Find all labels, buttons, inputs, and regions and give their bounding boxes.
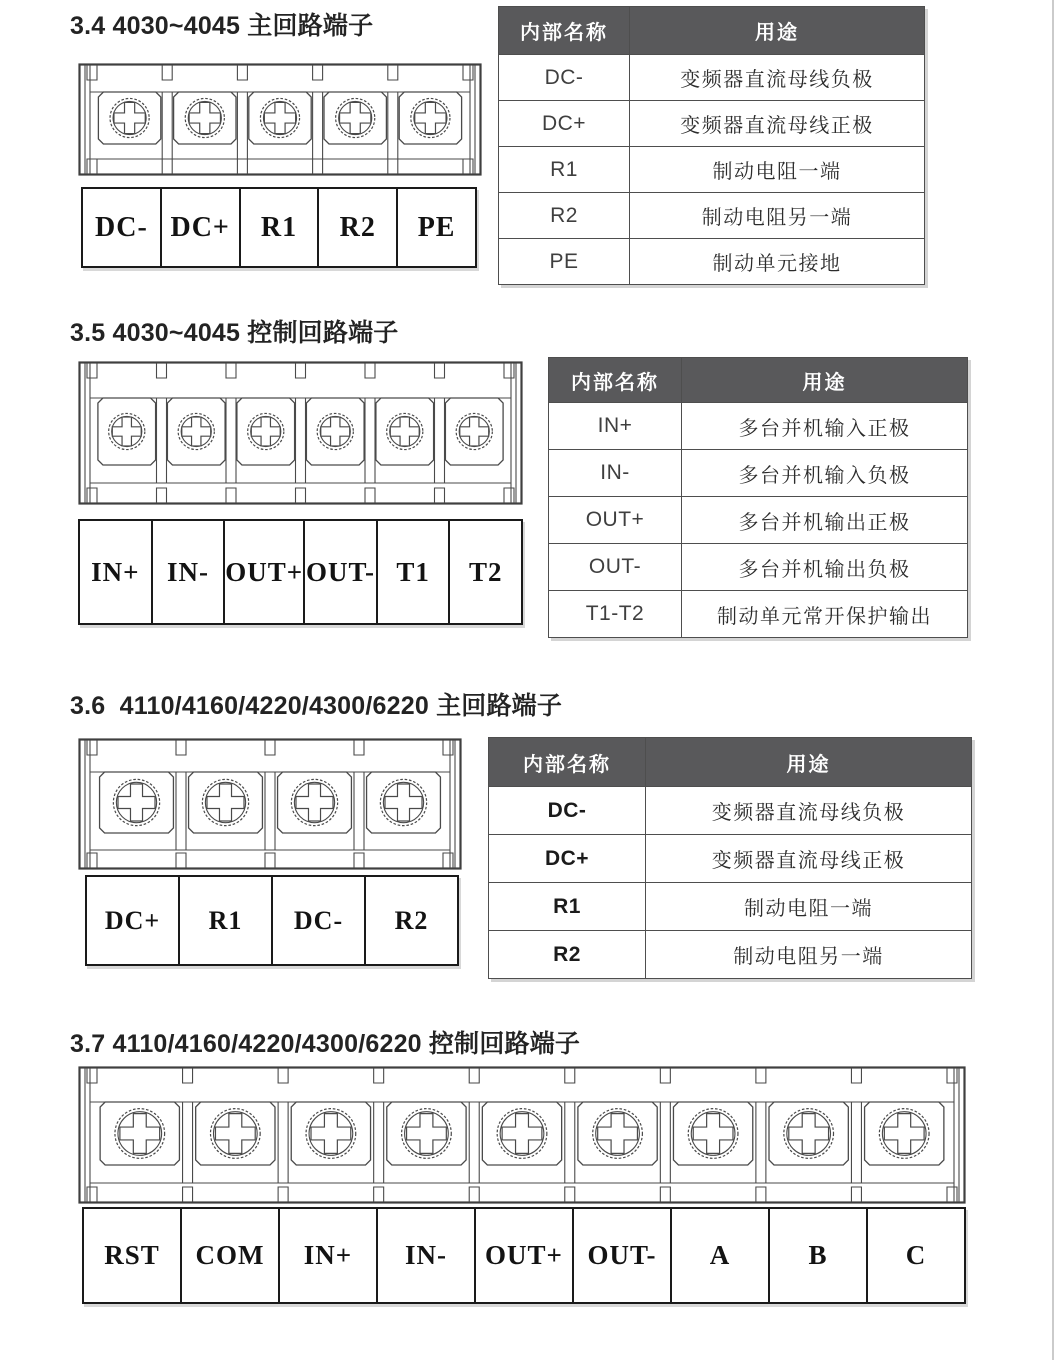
table-row — [499, 146, 924, 192]
table-header-usage: 用途 — [755, 22, 799, 44]
terminal-block-drawing — [78, 63, 482, 176]
screw-icon — [110, 98, 149, 137]
table-row — [499, 238, 924, 284]
terminal-label-strip — [78, 519, 523, 625]
terminal-usage-cell: 变频器直流母线负极 — [711, 802, 906, 824]
terminal-usage-cell: 制动电阻一端 — [744, 898, 873, 920]
terminal-block-diagram — [78, 1066, 966, 1204]
terminal-label: OUT- — [305, 521, 378, 623]
terminal-block-drawing — [78, 738, 462, 870]
terminal-label: DC+ — [87, 877, 180, 964]
terminal-name-cell: DC- — [489, 787, 646, 834]
table-row — [549, 543, 967, 590]
terminal-usage-cell: 多台并机输出负极 — [738, 558, 911, 581]
table-header-usage: 用途 — [786, 753, 831, 776]
table-header-row — [499, 7, 924, 54]
terminal-label: R2 — [319, 189, 398, 266]
table-row — [499, 100, 924, 146]
terminal-block-drawing — [78, 1066, 966, 1204]
terminal-usage-cell: 制动电阻另一端 — [733, 946, 884, 968]
terminal-block-diagram — [78, 738, 462, 870]
terminal-name-cell: R1 — [499, 147, 630, 192]
terminal-label: B — [770, 1209, 868, 1302]
terminal-name-cell: R2 — [499, 193, 630, 238]
terminal-label-strip — [81, 187, 477, 268]
terminal-name-cell: IN- — [549, 450, 682, 496]
terminal-name-cell: IN+ — [549, 403, 682, 449]
table-row — [489, 786, 971, 834]
terminal-usage-cell: 多台并机输入负极 — [738, 464, 911, 487]
section-title: 3.4 4030~4045 主回路端子 — [70, 12, 374, 40]
table-header-name: 内部名称 — [489, 738, 646, 786]
terminal-label: IN- — [153, 521, 226, 623]
terminal-name-cell: R2 — [489, 931, 646, 978]
screw-icon — [185, 98, 224, 137]
terminal-label: T2 — [468, 556, 503, 587]
terminal-usage-cell: 变频器直流母线正极 — [711, 850, 906, 872]
screw-icon — [336, 98, 375, 137]
table-row — [489, 882, 971, 930]
terminal-label: R1 — [180, 877, 273, 964]
terminal-table — [488, 737, 972, 979]
terminal-label: R1 — [241, 189, 320, 266]
terminal-label: DC- — [273, 877, 366, 964]
terminal-label-strip — [85, 875, 459, 966]
terminal-block-drawing — [78, 361, 523, 505]
table-header-usage: 用途 — [802, 371, 847, 394]
terminal-name-cell: DC+ — [489, 835, 646, 882]
terminal-usage-cell: 多台并机输出正极 — [738, 511, 911, 534]
terminal-label-strip — [82, 1207, 966, 1304]
table-header-name: 内部名称 — [499, 7, 630, 54]
table-row — [549, 449, 967, 496]
terminal-label: DC- — [83, 189, 162, 266]
table-row — [549, 590, 967, 637]
terminal-label: IN- — [378, 1209, 476, 1302]
table-header-name: 内部名称 — [549, 358, 682, 402]
terminal-label: PE — [417, 211, 456, 243]
screw-icon — [411, 98, 450, 137]
terminal-usage-cell: 变频器直流母线负极 — [680, 69, 874, 91]
terminal-name-cell: T1-T2 — [549, 591, 682, 637]
terminal-name-cell: PE — [499, 239, 630, 284]
table-row — [489, 834, 971, 882]
terminal-table — [498, 6, 925, 285]
terminal-label: COM — [182, 1209, 280, 1302]
terminal-table — [548, 357, 968, 638]
table-header-row — [489, 738, 971, 786]
terminal-label: IN+ — [80, 521, 153, 623]
terminal-label: RST — [84, 1209, 182, 1302]
table-row — [549, 402, 967, 449]
table-row — [499, 54, 924, 100]
terminal-usage-cell: 制动电阻一端 — [712, 161, 842, 183]
terminal-label: IN+ — [280, 1209, 378, 1302]
terminal-name-cell: DC- — [499, 55, 630, 100]
table-row — [499, 192, 924, 238]
terminal-block-diagram — [78, 63, 482, 176]
section-title: 3.7 4110/4160/4220/4300/6220 控制回路端子 — [70, 1030, 581, 1058]
terminal-usage-cell: 多台并机输入正极 — [738, 417, 911, 440]
page-right-edge — [1052, 0, 1054, 1360]
terminal-name-cell: OUT+ — [549, 497, 682, 543]
screw-icon — [260, 98, 299, 137]
terminal-label: DC+ — [162, 189, 241, 266]
terminal-usage-cell: 变频器直流母线正极 — [680, 115, 874, 137]
terminal-usage-cell: 制动单元常开保护输出 — [717, 605, 932, 628]
terminal-name-cell: R1 — [489, 883, 646, 930]
table-header-row — [549, 358, 967, 402]
terminal-label: OUT- — [574, 1209, 672, 1302]
terminal-label: OUT+ — [476, 1209, 574, 1302]
terminal-label: OUT+ — [225, 521, 305, 623]
section-title: 3.5 4030~4045 控制回路端子 — [70, 319, 399, 347]
terminal-usage-cell: 制动单元接地 — [712, 253, 842, 275]
terminal-name-cell: OUT- — [549, 544, 682, 590]
terminal-label: C — [905, 1240, 927, 1270]
table-row — [549, 496, 967, 543]
section-title: 3.6 4110/4160/4220/4300/6220 主回路端子 — [70, 692, 563, 720]
terminal-block-diagram — [78, 361, 523, 505]
terminal-label: A — [672, 1209, 770, 1302]
terminal-usage-cell: 制动电阻另一端 — [701, 207, 853, 229]
terminal-label: R2 — [394, 905, 429, 935]
terminal-name-cell: DC+ — [499, 101, 630, 146]
table-row — [489, 930, 971, 978]
terminal-label: T1 — [378, 521, 451, 623]
